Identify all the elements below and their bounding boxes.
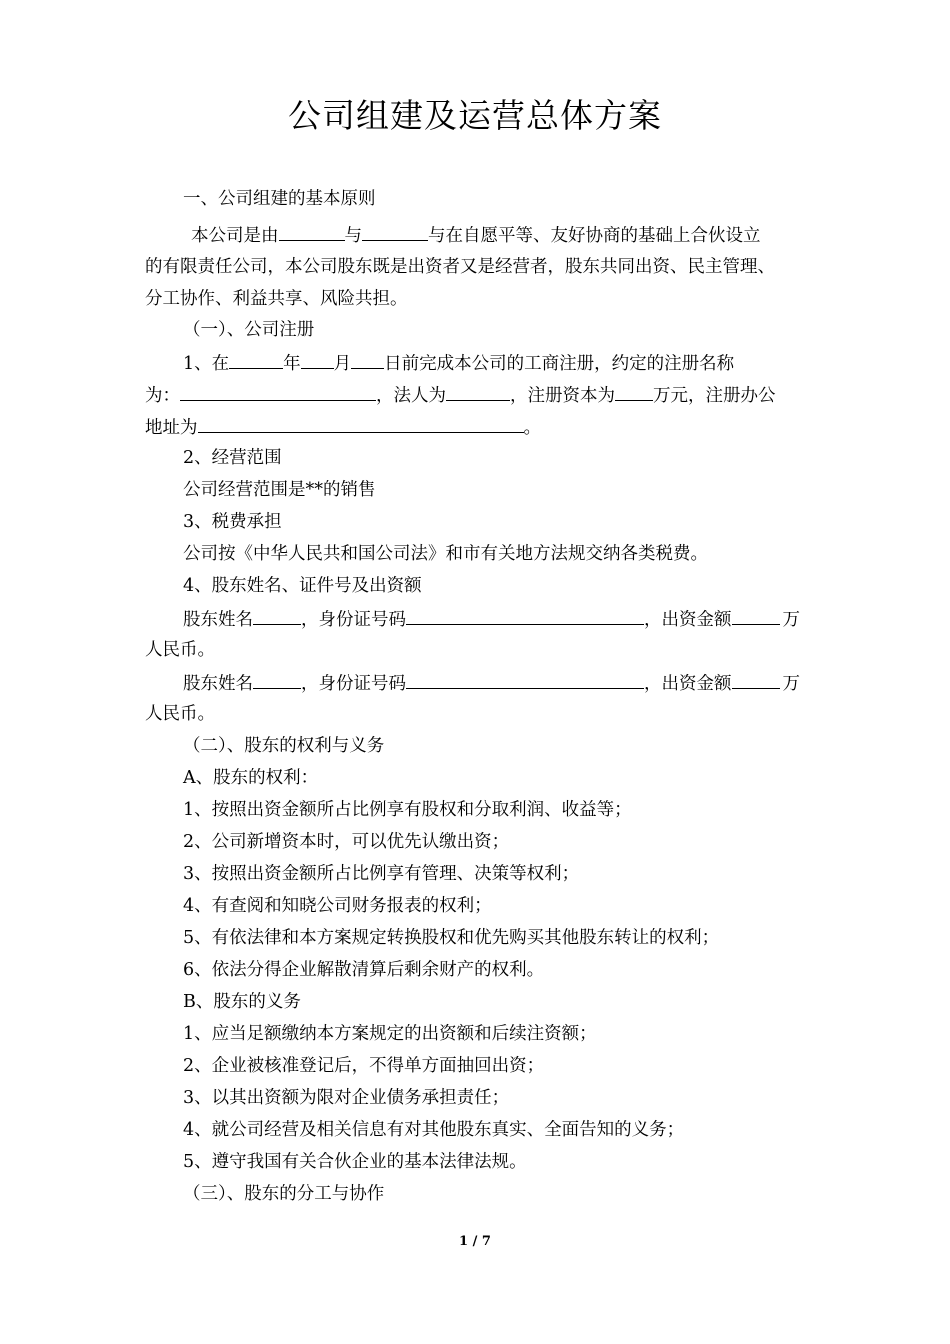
shareholder-line: 股东姓名 ，身份证号码 ，出资金额 万 bbox=[183, 606, 800, 632]
subsection-heading: （三）、股东的分工与协作 bbox=[183, 1184, 385, 1204]
subsection-heading: （一）、公司注册 bbox=[183, 320, 315, 340]
blank-field bbox=[198, 414, 524, 433]
list-item: 3、按照出资金额所占比例享有管理、决策等权利； bbox=[183, 864, 580, 884]
shareholder-line: 股东姓名 ，身份证号码 ，出资金额 万 bbox=[183, 670, 800, 696]
blank-field bbox=[229, 350, 283, 369]
blank-field bbox=[253, 670, 301, 689]
list-item: 5、遵守我国有关合伙企业的基本法律法规。 bbox=[183, 1152, 527, 1172]
page-number: 1 / 7 bbox=[459, 1234, 491, 1249]
item-heading: 3、税费承担 bbox=[183, 512, 282, 532]
list-item: 6、依法分得企业解散清算后剩余财产的权利。 bbox=[183, 960, 545, 980]
blank-field bbox=[279, 222, 345, 241]
paragraph-line: 人民币。 bbox=[145, 704, 215, 724]
document-title: 公司组建及运营总体方案 bbox=[288, 96, 662, 135]
paragraph-line: 的有限责任公司，本公司股东既是出资者又是经营者，股东共同出资、民主管理、 bbox=[145, 257, 775, 277]
list-item: 1、应当足额缴纳本方案规定的出资额和后续注资额； bbox=[183, 1024, 597, 1044]
item-heading: 2、经营范围 bbox=[183, 448, 282, 468]
item-heading: A、股东的权利： bbox=[183, 768, 319, 788]
paragraph-line: 1、在 年 月 日前完成本公司的工商注册，约定的注册名称 bbox=[183, 350, 734, 376]
blank-field bbox=[615, 382, 653, 401]
item-heading: B、股东的义务 bbox=[183, 992, 301, 1012]
paragraph-line: 人民币。 bbox=[145, 640, 215, 660]
blank-field bbox=[253, 606, 301, 625]
blank-field bbox=[406, 606, 644, 625]
list-item: 4、有查阅和知晓公司财务报表的权利； bbox=[183, 896, 492, 916]
blank-field bbox=[351, 350, 384, 369]
list-item: 2、公司新增资本时，可以优先认缴出资； bbox=[183, 832, 510, 852]
paragraph-line: 地址为 。 bbox=[145, 414, 541, 440]
paragraph-line: 本公司是由 与 与在自愿平等、友好协商的基础上合伙设立 bbox=[191, 222, 761, 248]
subsection-heading: （二）、股东的权利与义务 bbox=[183, 736, 385, 756]
list-item: 3、以其出资额为限对企业债务承担责任； bbox=[183, 1088, 510, 1108]
list-item: 2、企业被核准登记后，不得单方面抽回出资； bbox=[183, 1056, 545, 1076]
blank-field bbox=[301, 350, 334, 369]
blank-field bbox=[732, 606, 780, 625]
paragraph-line: 公司经营范围是**的销售 bbox=[183, 480, 376, 500]
section-heading-1: 一、公司组建的基本原则 bbox=[183, 189, 376, 209]
paragraph-line: 分工协作、利益共享、风险共担。 bbox=[145, 289, 408, 309]
blank-field bbox=[362, 222, 428, 241]
item-heading: 4、股东姓名、证件号及出资额 bbox=[183, 576, 422, 596]
blank-field bbox=[180, 382, 376, 401]
list-item: 5、有依法律和本方案规定转换股权和优先购买其他股东转让的权利； bbox=[183, 928, 720, 948]
list-item: 1、按照出资金额所占比例享有股权和分取利润、收益等； bbox=[183, 800, 632, 820]
blank-field bbox=[406, 670, 644, 689]
blank-field bbox=[446, 382, 510, 401]
list-item: 4、就公司经营及相关信息有对其他股东真实、全面告知的义务； bbox=[183, 1120, 685, 1140]
blank-field bbox=[732, 670, 780, 689]
paragraph-line: 为： ，法人为 ，注册资本为 万元，注册办公 bbox=[145, 382, 776, 408]
paragraph-line: 公司按《中华人民共和国公司法》和市有关地方法规交纳各类税费。 bbox=[183, 544, 708, 564]
